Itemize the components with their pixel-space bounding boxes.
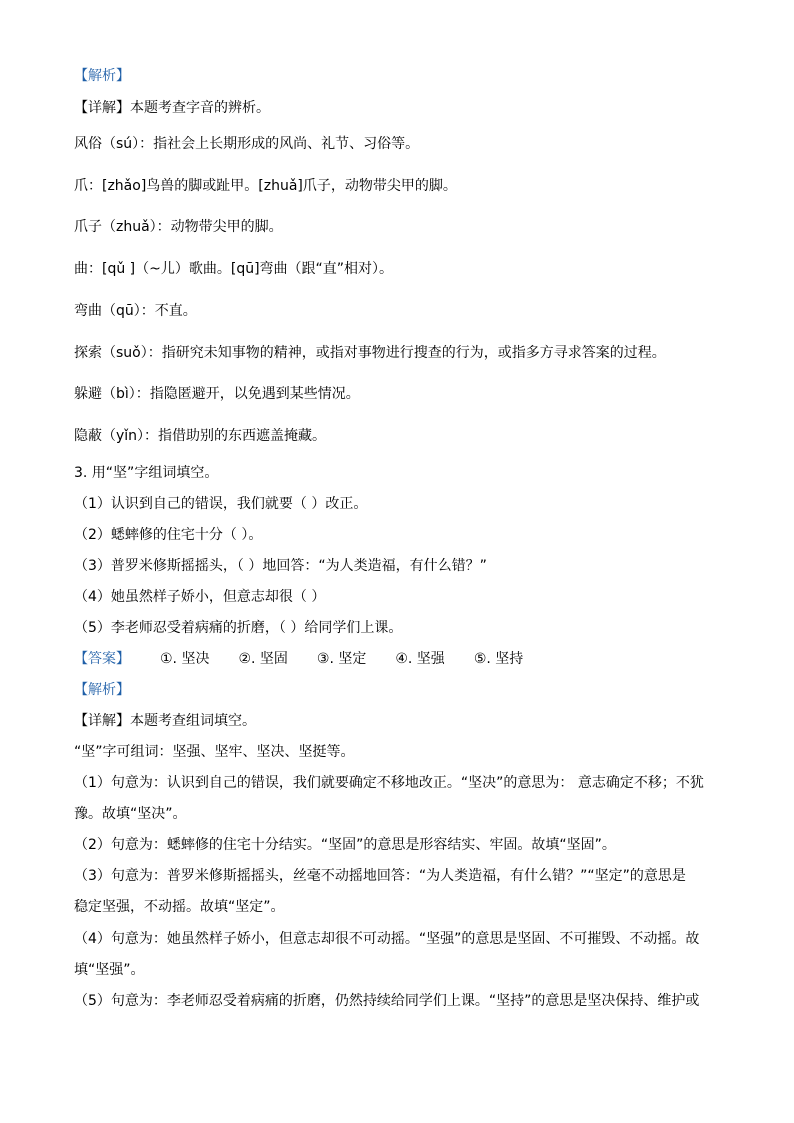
- pinyin-entry: 隐蔽（yǐn）：指借助别的东西遮盖掩藏。: [74, 428, 327, 444]
- explanation-line: 填“坚强”。: [74, 962, 145, 978]
- answer-option: ④. 坚强: [395, 651, 445, 667]
- detail-line: 【详解】本题考查组词填空。: [74, 713, 256, 729]
- question-item: （1）认识到自己的错误，我们就要（ ）改正。: [74, 496, 368, 512]
- pinyin-entry: 探索（suǒ）：指研究未知事物的精神，或指对事物进行搜查的行为，或指多方寻求答案的过程。: [74, 345, 666, 361]
- explanation-line: （1）句意为：认识到自己的错误，我们就要确定不移地改正。“坚决”的意思为： 意志确定不移；不犹: [74, 775, 704, 791]
- answer-option: ⑤. 坚持: [473, 651, 524, 667]
- answer-option: ③. 坚定: [316, 651, 367, 667]
- question-title: 3. 用“坚”字组词填空。: [74, 465, 219, 481]
- answer-label: 【答案】: [74, 651, 130, 667]
- answer-option: ②. 坚固: [238, 651, 288, 667]
- explanation-line: （5）句意为：李老师忍受着病痛的折磨，仍然持续给同学们上课。“坚持”的意思是坚决保持、维护或: [74, 993, 700, 1009]
- explanation-line: （2）句意为：蟋蟀修的住宅十分结实。“坚固”的意思是形容结实、牢固。故填“坚固”。: [74, 837, 616, 853]
- question-item: （2）蟋蟀修的住宅十分（ ）。: [74, 527, 263, 543]
- detail-line: 【详解】本题考查字音的辨析。: [74, 100, 270, 116]
- analysis-heading: 【解析】: [74, 682, 130, 698]
- pinyin-entry: 弯曲（qū）：不直。: [74, 303, 197, 319]
- answer-option: ①. 坚决: [160, 651, 210, 667]
- explanation-line: 稳定坚强，不动摇。故填“坚定”。: [74, 899, 285, 915]
- answer-row: [74, 649, 552, 669]
- explanation-line: （3）句意为：普罗米修斯摇摇头，丝毫不动摇地回答：“为人类造福，有什么错？”“坚定”的意思是: [74, 868, 686, 884]
- pinyin-entry: 爪：[zhǎo]鸟兽的脚或趾甲。[zhuǎ]爪子，动物带尖甲的脚。: [74, 178, 457, 194]
- pinyin-entry: 躲避（bì）：指隐匿避开，以免遇到某些情况。: [74, 386, 360, 402]
- pinyin-entry: 曲：[qǔ ]（~儿）歌曲。[qū]弯曲（跟“直”相对）。: [74, 261, 394, 277]
- question-item: （5）李老师忍受着病痛的折磨，（ ）给同学们上课。: [74, 620, 403, 636]
- analysis-heading: 【解析】: [74, 68, 130, 84]
- question-item: （4）她虽然样子娇小，但意志却很（ ）: [74, 589, 326, 605]
- pinyin-entry: 风俗（sú）：指社会上长期形成的风尚、礼节、习俗等。: [74, 136, 420, 152]
- question-item: （3）普罗米修斯摇摇头，（ ）地回答：“为人类造福，有什么错？”: [74, 558, 487, 574]
- explanation-line: 豫。故填“坚决”。: [74, 806, 187, 822]
- explanation-line: （4）句意为：她虽然样子娇小，但意志却很不可动摇。“坚强”的意思是坚固、不可摧毁、不动摇。故: [74, 931, 700, 947]
- pinyin-entry: 爪子（zhuǎ）：动物带尖甲的脚。: [74, 219, 283, 235]
- explanation-line: “坚”字可组词：坚强、坚牢、坚决、坚挺等。: [74, 744, 355, 760]
